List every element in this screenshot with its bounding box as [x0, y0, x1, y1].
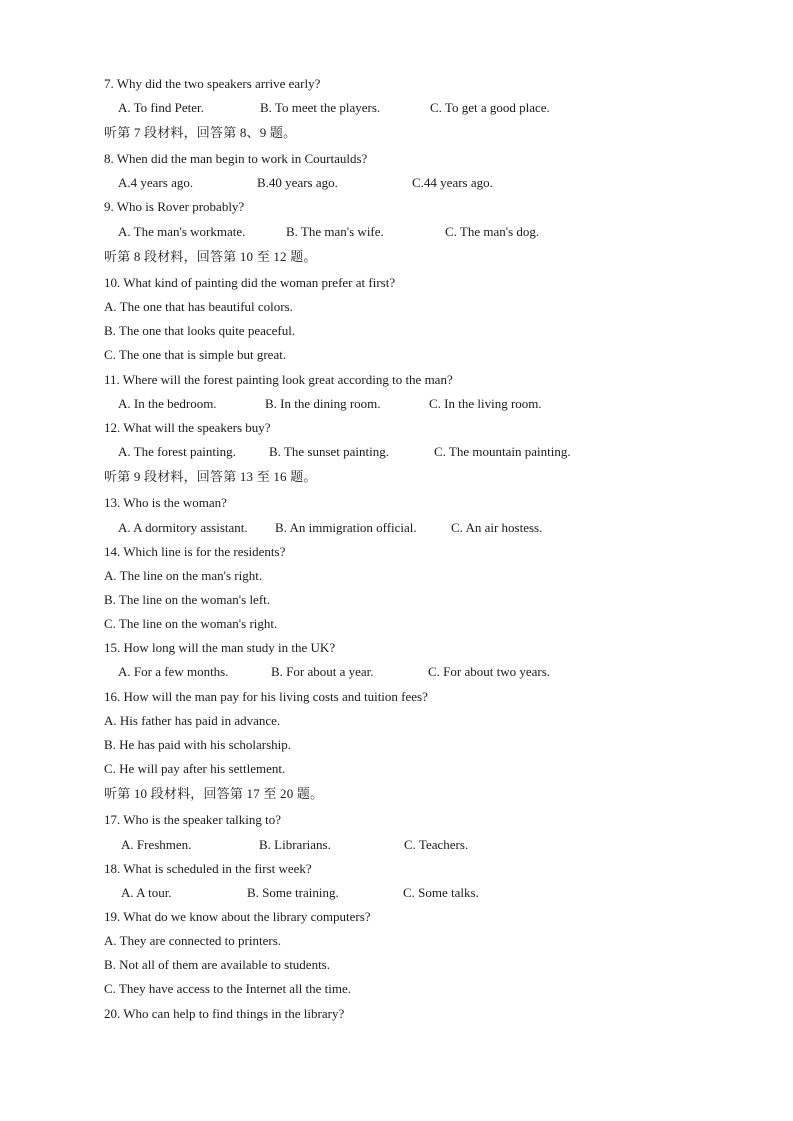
section-heading-7: 听第 7 段材料，回答第 8、9 题。 [104, 125, 297, 140]
option-14a: A. The line on the man's right. [104, 568, 263, 583]
option-19b: B. Not all of them are available to students. [104, 957, 330, 972]
question-20: 20. Who can help to find things in the library? [104, 1006, 345, 1021]
option-9c: C. The man's dog. [445, 224, 540, 239]
option-14c: C. The line on the woman's right. [104, 616, 278, 631]
option-15c: C. For about two years. [428, 664, 551, 679]
option-12a: A. The forest painting. [118, 444, 236, 459]
options-15 [0, 662, 793, 682]
option-10a: A. The one that has beautiful colors. [104, 299, 293, 314]
option-13b: B. An immigration official. [275, 520, 417, 535]
question-14: 14. Which line is for the residents? [104, 544, 286, 559]
question-13: 13. Who is the woman? [104, 495, 227, 510]
option-17c: C. Teachers. [404, 837, 469, 852]
option-16c: C. He will pay after his settlement. [104, 761, 286, 776]
option-14b: B. The line on the woman's left. [104, 592, 271, 607]
option-7b: B. To meet the players. [260, 100, 381, 115]
option-15b: B. For about a year. [271, 664, 374, 679]
question-16: 16. How will the man pay for his living costs and tuition fees? [104, 689, 428, 704]
option-12b: B. The sunset painting. [269, 444, 390, 459]
option-16b: B. He has paid with his scholarship. [104, 737, 292, 752]
question-19: 19. What do we know about the library computers? [104, 909, 371, 924]
options-12 [0, 442, 793, 462]
option-11a: A. In the bedroom. [118, 396, 217, 411]
question-10: 10. What kind of painting did the woman prefer at first? [104, 275, 396, 290]
option-7c: C. To get a good place. [430, 100, 550, 115]
option-8b: B.40 years ago. [257, 175, 338, 190]
question-9: 9. Who is Rover probably? [104, 199, 245, 214]
option-15a: A. For a few months. [118, 664, 229, 679]
question-8: 8. When did the man begin to work in Courtaulds? [104, 151, 368, 166]
option-17b: B. Librarians. [259, 837, 331, 852]
options-11 [0, 394, 793, 414]
option-13c: C. An air hostess. [451, 520, 543, 535]
options-13 [0, 518, 793, 538]
option-17a: A. Freshmen. [121, 837, 192, 852]
option-18c: C. Some talks. [403, 885, 479, 900]
question-12: 12. What will the speakers buy? [104, 420, 271, 435]
option-11c: C. In the living room. [429, 396, 542, 411]
options-8 [0, 173, 793, 193]
option-18b: B. Some training. [247, 885, 339, 900]
options-9 [0, 222, 793, 242]
question-17: 17. Who is the speaker talking to? [104, 812, 282, 827]
question-18: 18. What is scheduled in the first week? [104, 861, 312, 876]
options-7 [0, 98, 793, 118]
option-9a: A. The man's workmate. [118, 224, 246, 239]
option-19a: A. They are connected to printers. [104, 933, 281, 948]
option-11b: B. In the dining room. [265, 396, 381, 411]
option-8c: C.44 years ago. [412, 175, 493, 190]
option-12c: C. The mountain painting. [434, 444, 571, 459]
option-16a: A. His father has paid in advance. [104, 713, 281, 728]
option-10c: C. The one that is simple but great. [104, 347, 287, 362]
question-15: 15. How long will the man study in the UK? [104, 640, 336, 655]
option-9b: B. The man's wife. [286, 224, 384, 239]
options-18 [0, 883, 793, 903]
options-17 [0, 835, 793, 855]
option-13a: A. A dormitory assistant. [118, 520, 248, 535]
section-heading-9: 听第 9 段材料，回答第 13 至 16 题。 [104, 469, 317, 484]
question-11: 11. Where will the forest painting look great according to the man? [104, 372, 453, 387]
option-8a: A.4 years ago. [118, 175, 194, 190]
option-10b: B. The one that looks quite peaceful. [104, 323, 296, 338]
option-18a: A. A tour. [121, 885, 172, 900]
option-19c: C. They have access to the Internet all the time. [104, 981, 352, 996]
section-heading-10: 听第 10 段材料，回答第 17 至 20 题。 [104, 786, 324, 801]
option-7a: A. To find Peter. [118, 100, 204, 115]
question-7: 7. Why did the two speakers arrive early? [104, 76, 321, 91]
section-heading-8: 听第 8 段材料，回答第 10 至 12 题。 [104, 249, 317, 264]
